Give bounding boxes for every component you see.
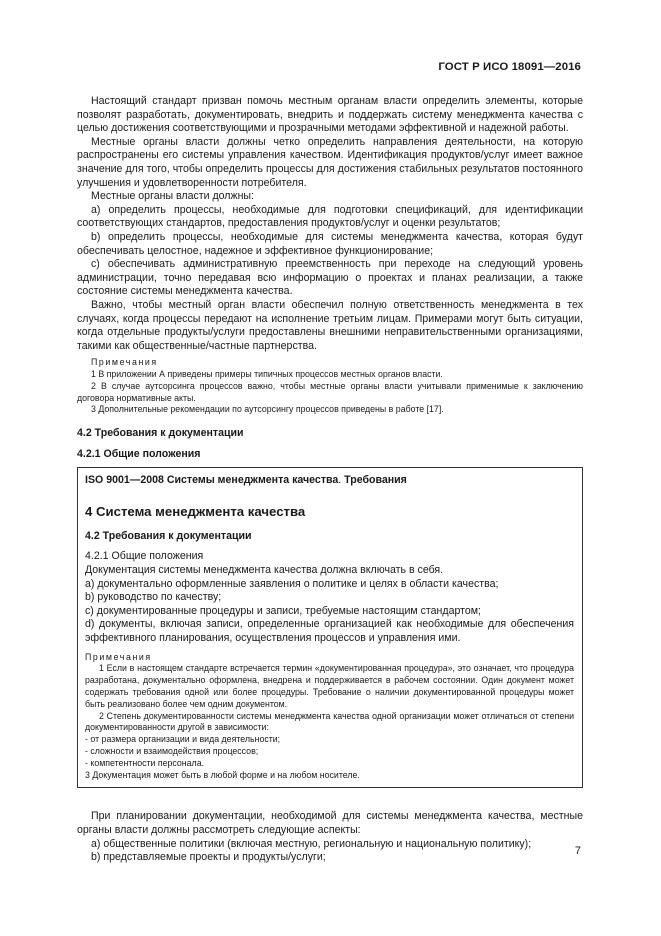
page-number: 7 — [574, 845, 581, 857]
list-item-a: а) общественные политики (включая местную, региональную и национальную политику); — [91, 837, 532, 850]
body-paragraph: При планировании документации, необходимой для системы менеджмента качества, местные органы власти должны рассмотреть следующие аспекты: — [77, 810, 583, 836]
page-content — [77, 95, 583, 865]
intro-paragraph: Важно, чтобы местный орган власти обеспечил полную ответственность менеджмента в тех случаях, когда процессы передают на исполнение третьим лицам. Примерами могут быть ситуации, когда отдельные продукты/услуги предоставлены внешними неправительственными организациями, такими как общественные/частные партнерства. — [77, 298, 583, 352]
intro-paragraph: Местные органы власти должны четко определить направления деятельности, на которую распространены его системы управления качеством. Идентификация продуктов/услуг имеет важное значение для того, чтобы определить процессы для достижения стабильных результатов постоянного улучшения и удовлетворенности потребителя. — [77, 135, 583, 189]
after-box-text — [77, 810, 583, 864]
box-title: 4 Система менеджмента качества — [85, 504, 306, 520]
box-list-item: а) документально оформленные заявления о политике и целях в области качества; — [85, 577, 499, 590]
box-source-separator: . — [338, 474, 345, 487]
box-note-bullet: - компетентности персонала. — [85, 757, 205, 768]
list-item-a: а) определить процессы, необходимые для подготовки спецификаций, для идентификации соответствующих стандартов, предоставления продуктов/услуг и оценки результатов; — [77, 203, 583, 230]
box-notes-title: Примечания — [85, 651, 152, 662]
box-paragraph: 4.2.1 Общие положения — [85, 550, 204, 563]
box-note-item: 1 Если в настоящем стандарте встречается термин «документированная процедура», это означает, что процедура разработана, документально оформлена, внедрена и поддерживается в рабочем состоянии. Один документ может содержать требования одной или более процедуры. Требование о наличии документированной процедуры может быть реализовано более чем одним документом. — [85, 663, 574, 709]
intro-paragraph: Настоящий стандарт призван помочь местным органам власти определить элементы, которые позволят разработать, документировать, внедрить и поддержать систему менеджмента качества с целью достижения соответствующими и прозрачными методами эффективной и надежной работы. — [77, 95, 583, 135]
list-item-b: b) представляемые проекты и продукты/услуги; — [91, 851, 326, 864]
box-list-item: d) документы, включая записи, определенные организацией как необходимые для обеспечения эффективного планирования, осуществления процессов и управления ими. — [85, 618, 574, 645]
notes-title: Примечания — [91, 357, 158, 368]
box-note-bullet: - сложности и взаимодействия процессов; — [85, 745, 259, 756]
box-note-bullet: - от размера организации и вида деятельности; — [85, 734, 281, 745]
box-list-item: b) руководство по качеству; — [85, 591, 222, 604]
list-item-c: с) обеспечивать административную преемственность при переходе на следующий уровень администрации, точно передавая всю информацию о проектах и планах реализации, а также состояние системы менеджмента качества. — [77, 258, 583, 298]
notes-block — [77, 357, 583, 416]
note-item: 1 В приложении А приведены примеры типичных процессов местных органов власти. — [91, 369, 443, 380]
box-source-title: ISO 9001—2008 Системы менеджмента качества — [85, 474, 339, 487]
note-item: 3 Дополнительные рекомендации по аутсорсингу процессов приведены в работе [17]. — [91, 404, 444, 415]
box-paragraph: Документация системы менеджмента качества должна включать в себя. — [85, 564, 444, 577]
box-subsection: 4.2 Требования к документации — [85, 530, 252, 543]
section-heading-4-2-1: 4.2.1 Общие положения — [77, 447, 201, 460]
intro-paragraph: Местные органы власти должны: — [91, 190, 254, 203]
document-header: ГОСТ Р ИСО 18091—2016 — [438, 61, 581, 73]
box-note-item: 2 Степень документированности системы менеджмента качества одной организации может отличаться от степени документированности другой в зависимости: — [85, 710, 574, 733]
section-heading-4-2: 4.2 Требования к документации — [77, 427, 244, 440]
box-source-reference — [85, 474, 574, 486]
quoted-standard-box — [77, 467, 583, 788]
box-note-item: 3 Документация может быть в любой форме и на любом носителе. — [85, 769, 360, 780]
box-notes — [85, 652, 574, 782]
box-source-tail: Требования — [344, 474, 407, 487]
list-item-b: b) определить процессы, необходимые для системы менеджмента качества, которая будут обеспечивать целостное, надежное и эффективное функционирование; — [77, 230, 583, 257]
note-item: 2 В случае аутсорсинга процессов важно, чтобы местные органы власти учитывали применимые к заключению договора нормативные акты. — [77, 380, 583, 403]
box-list-item: с) документированные процедуры и записи, требуемые настоящим стандартом; — [85, 604, 481, 617]
